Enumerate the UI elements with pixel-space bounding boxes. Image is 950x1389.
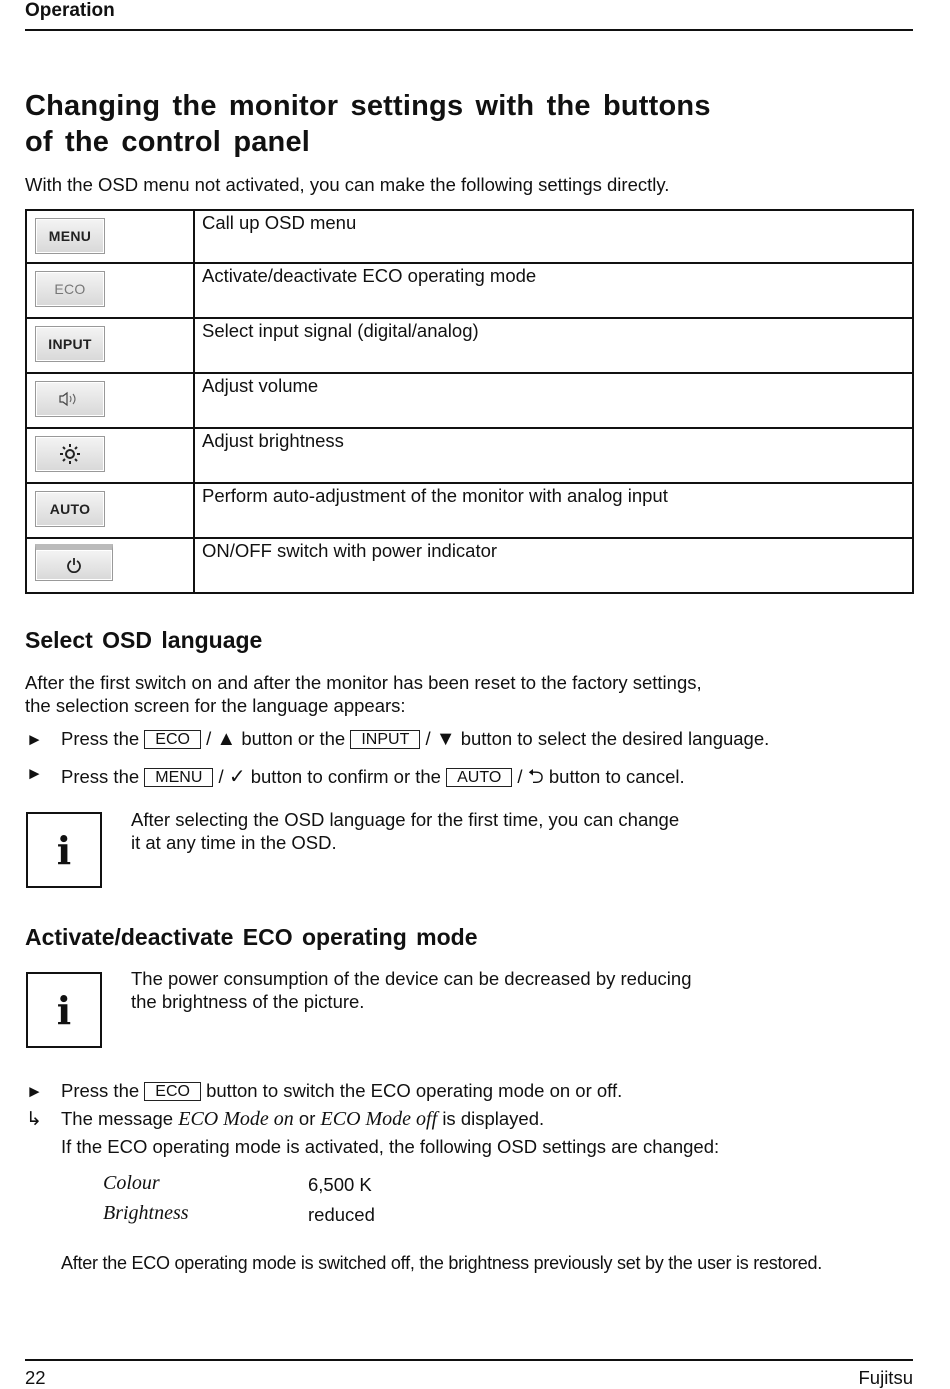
step-text: button to select the desired language.: [460, 728, 770, 749]
step-text: button to cancel.: [548, 766, 685, 787]
note-line: it at any time in the OSD.: [131, 832, 337, 853]
table-row: [26, 373, 913, 428]
title-line-1: Changing the monitor settings with the buttons: [25, 90, 711, 122]
slash-separator: /: [425, 728, 431, 749]
brightness-button-image: [35, 436, 105, 472]
eco-key: ECO: [144, 1082, 201, 1101]
note-line: After selecting the OSD language for the first time, you can change: [131, 809, 680, 830]
info-note-eco: [131, 967, 691, 1013]
table-cell: Call up OSD menu: [194, 210, 913, 263]
section-heading-osd-language: Select OSD language: [25, 627, 263, 653]
slash-separator: /: [206, 728, 212, 749]
table-row: [26, 263, 913, 318]
eco-off-note: After the ECO operating mode is switched off, the brightness previously set by the user is restored.: [61, 1253, 823, 1273]
volume-button-image: [35, 381, 105, 417]
slash-separator: /: [218, 766, 224, 787]
up-arrow-icon: ▲: [216, 728, 237, 750]
page-number: 22: [25, 1367, 46, 1388]
table-row: [26, 483, 913, 538]
info-note-osd: [131, 808, 679, 854]
note-line: The power consumption of the device can be decreased by reducing: [131, 968, 692, 989]
changed-settings-text: If the ECO operating mode is activated, the following OSD settings are changed:: [61, 1136, 720, 1157]
auto-key: AUTO: [446, 768, 512, 787]
table-cell: ON/OFF switch with power indicator: [194, 538, 913, 593]
setting-value-colour: 6,500 K: [308, 1174, 372, 1195]
result-text: or: [298, 1108, 316, 1129]
title-line-2: of the control panel: [25, 126, 311, 158]
bullet-arrow: ►: [26, 764, 43, 783]
step-select-language: [61, 728, 769, 751]
eco-key: ECO: [144, 730, 201, 749]
footer-brand: Fujitsu: [858, 1367, 913, 1388]
slash-separator: /: [517, 766, 523, 787]
table-row: [26, 428, 913, 483]
setting-name-colour: Colour: [103, 1172, 160, 1194]
bullet-arrow: ►: [26, 1082, 43, 1101]
footer-rule: [25, 1359, 913, 1361]
table-cell: Select input signal (digital/analog): [194, 318, 913, 373]
step-confirm-language: [61, 762, 685, 796]
step-text: Press the: [61, 766, 140, 787]
info-icon: i: [26, 812, 102, 888]
intro-text: With the OSD menu not activated, you can make the following settings directly.: [25, 174, 670, 195]
return-arrow-icon: ⮌: [527, 766, 544, 788]
step-switch-eco: [61, 1080, 622, 1102]
table-cell: Activate/deactivate ECO operating mode: [194, 263, 913, 318]
step-text: button to switch the ECO operating mode on or off.: [206, 1080, 623, 1101]
input-key: INPUT: [350, 730, 420, 749]
sun-icon: [60, 444, 80, 464]
eco-mode-on-label: ECO Mode on: [178, 1108, 294, 1130]
input-button-image: INPUT: [35, 326, 105, 362]
menu-button-image: MENU: [35, 218, 105, 254]
auto-button-image: AUTO: [35, 491, 105, 527]
checkmark-icon: ✓: [228, 766, 246, 788]
page-title: [25, 88, 711, 160]
running-header: Operation: [25, 0, 115, 21]
eco-button-image: ECO: [35, 271, 105, 307]
table-cell: Perform auto-adjustment of the monitor with analog input: [194, 483, 913, 538]
paragraph-line: the selection screen for the language appears:: [25, 695, 406, 716]
result-text: is displayed.: [442, 1108, 545, 1129]
paragraph-line: After the first switch on and after the monitor has been reset to the factory settings,: [25, 672, 702, 693]
header-rule: [25, 29, 913, 31]
speaker-icon: [58, 391, 82, 407]
menu-key: MENU: [144, 768, 213, 787]
power-button-image: [35, 544, 113, 581]
step-text: button to confirm or the: [250, 766, 441, 787]
section-heading-eco-mode: Activate/deactivate ECO operating mode: [25, 924, 478, 950]
result-text: The message: [61, 1108, 174, 1129]
table-cell: Adjust brightness: [194, 428, 913, 483]
setting-name-brightness: Brightness: [103, 1202, 189, 1224]
table-row: [26, 318, 913, 373]
step-text: button or the: [241, 728, 346, 749]
step-text: Press the: [61, 728, 140, 749]
result-message: [61, 1108, 544, 1131]
down-arrow-icon: ▼: [435, 728, 456, 750]
eco-mode-off-label: ECO Mode off: [320, 1108, 438, 1130]
step-text: Press the: [61, 1080, 140, 1101]
result-arrow-icon: ↳: [26, 1109, 42, 1130]
note-line: the brightness of the picture.: [131, 991, 365, 1012]
setting-value-brightness: reduced: [308, 1204, 375, 1225]
table-cell: Adjust volume: [194, 373, 913, 428]
power-icon: [66, 557, 82, 573]
osd-language-paragraph: [25, 671, 702, 717]
control-panel-table: [25, 209, 914, 594]
bullet-arrow: ►: [26, 730, 43, 749]
info-icon: i: [26, 972, 102, 1048]
table-row: [26, 210, 913, 263]
table-row: [26, 538, 913, 593]
